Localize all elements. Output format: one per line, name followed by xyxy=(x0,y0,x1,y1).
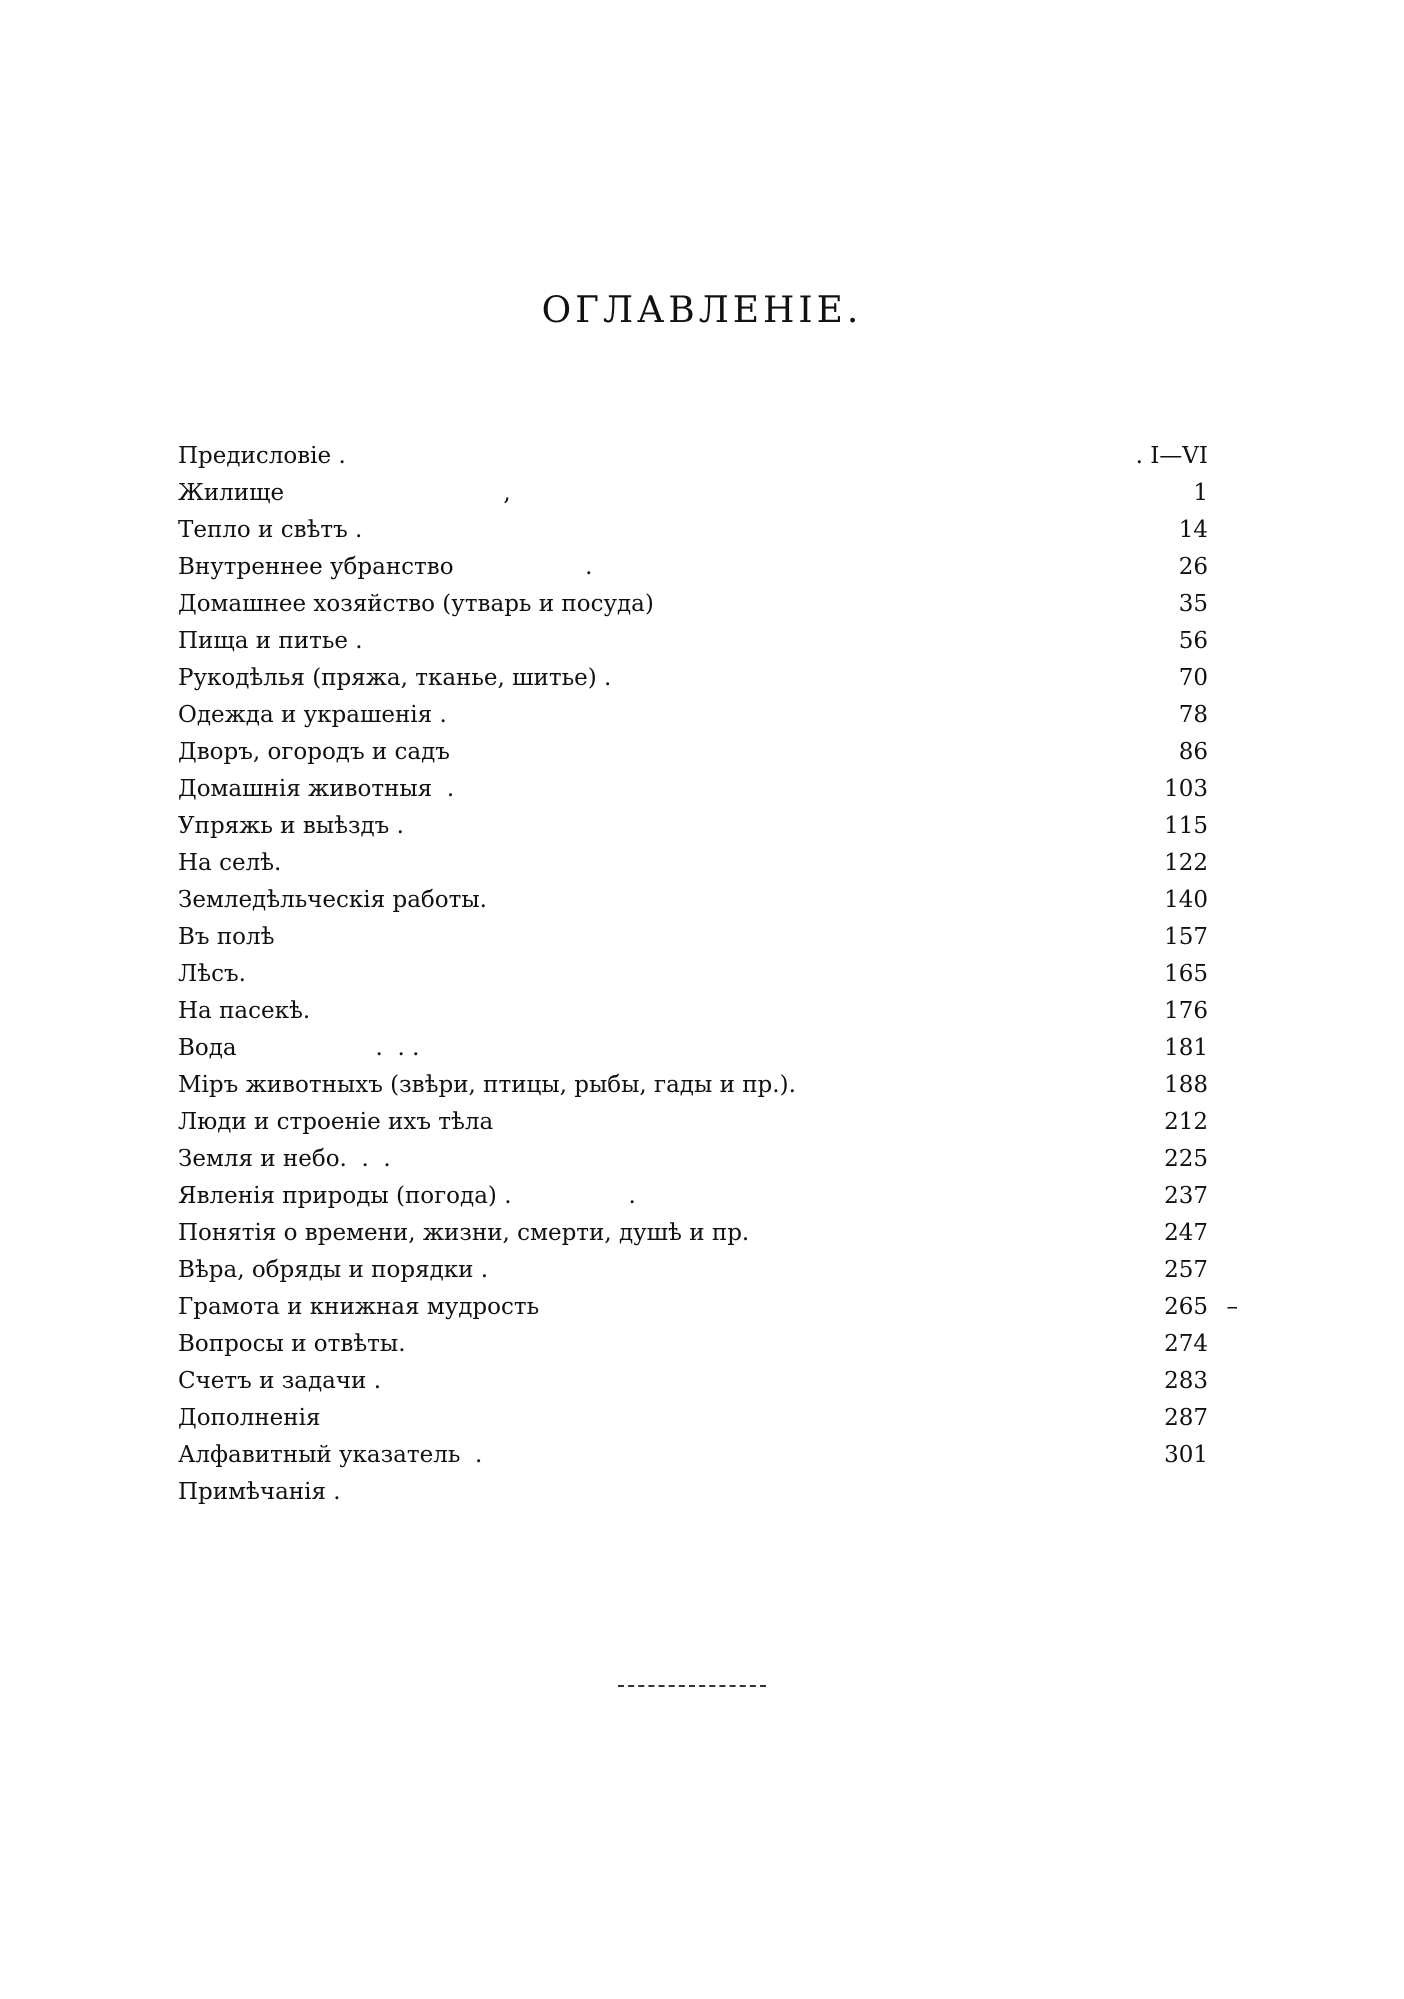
toc-entry-title: Лѣсъ. xyxy=(178,961,246,987)
toc-entry xyxy=(178,956,1238,993)
toc-entry-title: Вода . . . xyxy=(178,1035,420,1061)
toc-entry-title: Внутреннее убранство . xyxy=(178,554,593,580)
toc-entry-title: Предисловіе . xyxy=(178,443,346,469)
toc-entry-page-number: 188 xyxy=(1164,1072,1208,1098)
margin-mark: – xyxy=(1226,1294,1238,1320)
toc-entry xyxy=(178,919,1238,956)
toc-entry-page-number: 78 xyxy=(1178,702,1208,728)
toc-entry-page-number: 70 xyxy=(1178,665,1208,691)
toc-entry-title: На селѣ. xyxy=(178,850,282,876)
toc-entry-page-number: 103 xyxy=(1164,776,1208,802)
toc-entry xyxy=(178,1178,1238,1215)
toc-entry-page-number: 165 xyxy=(1164,961,1208,987)
toc-entry-page-number: 247 xyxy=(1164,1220,1208,1246)
toc-entry xyxy=(178,512,1238,549)
toc-entry xyxy=(178,1030,1238,1067)
table-of-contents xyxy=(178,438,1238,1511)
toc-entry xyxy=(178,1104,1238,1141)
toc-entry-page-number: 257 xyxy=(1164,1257,1208,1283)
toc-entry xyxy=(178,475,1238,512)
toc-entry xyxy=(178,1141,1238,1178)
toc-entry-page-number: 157 xyxy=(1164,924,1208,950)
toc-entry-title: Домашнія животныя . xyxy=(178,776,455,802)
toc-entry-page-number: 265 xyxy=(1164,1294,1208,1320)
toc-entry-page-number: 26 xyxy=(1178,554,1208,580)
toc-entry-page-number: 35 xyxy=(1178,591,1208,617)
toc-entry-page-number: 56 xyxy=(1178,628,1208,654)
toc-entry xyxy=(178,697,1238,734)
toc-entry-title: Жилище , xyxy=(178,480,511,506)
toc-entry-page-number: 86 xyxy=(1178,739,1208,765)
toc-entry-page-number: 176 xyxy=(1164,998,1208,1024)
page-title: ОГЛАВЛЕНІЕ. xyxy=(541,290,863,331)
toc-entry-page-number: 225 xyxy=(1164,1146,1208,1172)
toc-entry-title: Пища и питье . xyxy=(178,628,363,654)
toc-entry-title: Вѣра, обряды и порядки . xyxy=(178,1257,489,1283)
toc-entry-title: Дворъ, огородъ и садъ xyxy=(178,739,450,765)
toc-entry-title: Домашнее хозяйство (утварь и посуда) xyxy=(178,591,654,617)
closing-rule xyxy=(618,1685,766,1687)
toc-entry-page-number: 122 xyxy=(1164,850,1208,876)
toc-entry-title: Понятія о времени, жизни, смерти, душѣ и пр. xyxy=(178,1220,750,1246)
toc-entry xyxy=(178,438,1238,475)
toc-entry xyxy=(178,586,1238,623)
toc-entry-title: Дополненія xyxy=(178,1405,321,1431)
toc-entry-page-number: 181 xyxy=(1164,1035,1208,1061)
toc-entry-title: Упряжь и выѣздъ . xyxy=(178,813,404,839)
toc-entry xyxy=(178,771,1238,808)
toc-entry xyxy=(178,1437,1238,1474)
toc-entry xyxy=(178,549,1238,586)
toc-entry xyxy=(178,623,1238,660)
toc-entry xyxy=(178,1215,1238,1252)
toc-entry xyxy=(178,1326,1238,1363)
toc-entry-title: Въ полѣ xyxy=(178,924,275,950)
toc-entry-title: Люди и строеніе ихъ тѣла xyxy=(178,1109,494,1135)
toc-entry xyxy=(178,1363,1238,1400)
toc-entry-page-number: 274 xyxy=(1164,1331,1208,1357)
toc-entry xyxy=(178,845,1238,882)
toc-entry xyxy=(178,1289,1238,1326)
toc-entry-title: Рукодѣлья (пряжа, тканье, шитье) . xyxy=(178,665,612,691)
toc-entry-title: Счетъ и задачи . xyxy=(178,1368,382,1394)
toc-entry-page-number: 115 xyxy=(1164,813,1208,839)
toc-entry-title: Алфавитный указатель . xyxy=(178,1442,483,1468)
toc-entry-title: Вопросы и отвѣты. xyxy=(178,1331,406,1357)
toc-entry xyxy=(178,1400,1238,1437)
toc-entry-title: Міръ животныхъ (звѣри, птицы, рыбы, гады и пр.). xyxy=(178,1072,796,1098)
toc-entry-page-number: 301 xyxy=(1164,1442,1208,1468)
toc-entry-page-number: . I—VI xyxy=(1135,443,1208,469)
toc-entry xyxy=(178,1474,1238,1511)
toc-entry xyxy=(178,1067,1238,1104)
toc-entry xyxy=(178,993,1238,1030)
toc-entry-title: Тепло и свѣтъ . xyxy=(178,517,363,543)
toc-entry-title: Земледѣльческія работы. xyxy=(178,887,487,913)
toc-entry-page-number: 237 xyxy=(1164,1183,1208,1209)
toc-entry-title: Грамота и книжная мудрость xyxy=(178,1294,540,1320)
toc-entry-page-number: 212 xyxy=(1164,1109,1208,1135)
toc-entry-title: Одежда и украшенія . xyxy=(178,702,447,728)
toc-entry-page-number: 287 xyxy=(1164,1405,1208,1431)
toc-entry xyxy=(178,808,1238,845)
toc-entry xyxy=(178,734,1238,771)
toc-entry-page-number: 14 xyxy=(1178,517,1208,543)
toc-entry xyxy=(178,882,1238,919)
toc-entry xyxy=(178,1252,1238,1289)
toc-entry-page-number: 1 xyxy=(1193,480,1208,506)
toc-entry-page-number: 283 xyxy=(1164,1368,1208,1394)
toc-entry-title: На пасекѣ. xyxy=(178,998,311,1024)
toc-entry-page-number: 140 xyxy=(1164,887,1208,913)
toc-entry-title: Явленія природы (погода) . . xyxy=(178,1183,636,1209)
toc-entry xyxy=(178,660,1238,697)
toc-entry-title: Примѣчанія . xyxy=(178,1479,341,1505)
toc-entry-title: Земля и небо. . . xyxy=(178,1146,391,1172)
